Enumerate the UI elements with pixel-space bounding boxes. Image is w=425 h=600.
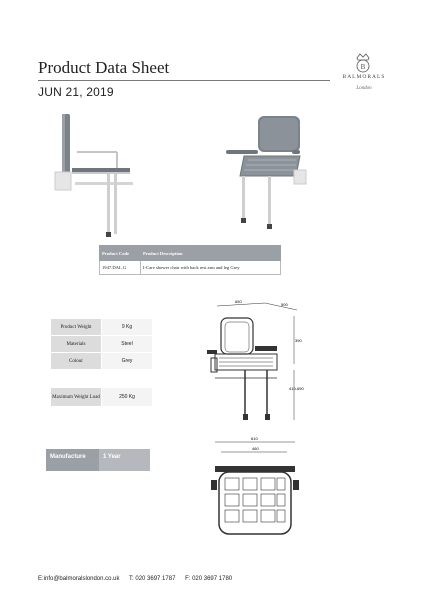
brand-name: BALMORALS (342, 74, 386, 80)
description-header: Product Description (141, 246, 281, 261)
date: JUN 21, 2019 (38, 85, 114, 99)
spec-table (50, 318, 153, 370)
warranty-value: 1 Year (99, 449, 150, 471)
dim-height: 390 (295, 338, 302, 343)
spec-label: Materials (51, 336, 102, 353)
title-rule (38, 80, 330, 81)
top-plan-drawing (207, 436, 307, 546)
warranty-label: Manufacture (46, 449, 99, 471)
brand-city: London (356, 86, 372, 91)
page-title: Product Data Sheet (38, 58, 170, 77)
dim-depth: 500 (281, 302, 288, 307)
spec-value: Grey (102, 353, 153, 370)
spec-value: 9 Kg (102, 319, 153, 336)
svg-text:B: B (360, 63, 366, 71)
max-weight-value: 250 Kg (102, 388, 153, 407)
dim-width-top: 610 (251, 436, 258, 441)
product-description: I-Care shower chair with back rest arm and leg Grey (141, 261, 281, 275)
max-weight-table (50, 387, 153, 407)
side-elevation-drawing (205, 298, 315, 428)
spec-label: Colour (51, 353, 102, 370)
crown-logo-icon (353, 52, 373, 74)
product-code: 1947.DAL.G (100, 261, 141, 275)
product-code-table (99, 245, 281, 275)
warranty-box (46, 449, 150, 471)
dim-inner-width: 460 (252, 446, 259, 451)
spec-label: Product Weight (51, 319, 102, 336)
footer-email[interactable]: E:info@balmoralslondon.co.uk (38, 576, 120, 582)
footer-fax: F: 020 3697 1780 (185, 576, 233, 582)
dim-leg: 410-690 (289, 386, 304, 391)
chair-front-photo (222, 112, 312, 232)
max-weight-label: Maximum Weight Load (51, 388, 102, 407)
spec-value: Steel (102, 336, 153, 353)
footer-contact (38, 576, 240, 582)
dim-width: 650 (235, 299, 242, 304)
code-header: Product Code (100, 246, 141, 261)
footer-tel: T: 020 3697 1787 (129, 576, 176, 582)
chair-side-photo (52, 110, 142, 240)
